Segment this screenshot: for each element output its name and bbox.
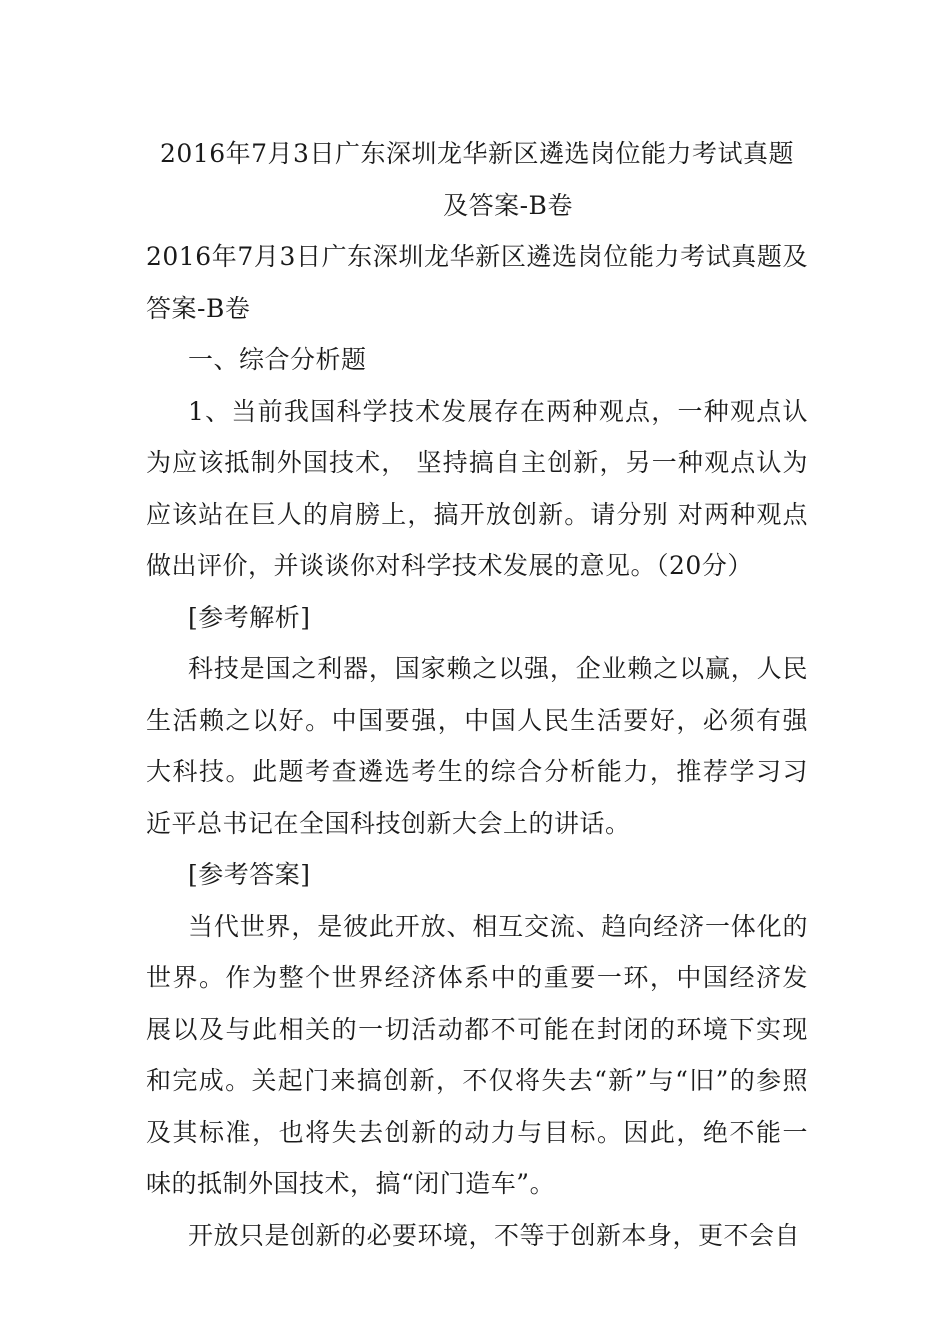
question-text: 1、当前我国科学技术发展存在两种观点，一种观点认为应该抵制外国技术， 坚持搞自主创新，另一种观点认为应该站在巨人的肩膀上，搞开放创新。请分别 对两种观点做出评价，并谈谈你对科学技术发展的意见。（20分） xyxy=(146,396,808,580)
answer-paragraph-1: 当代世界，是彼此开放、相互交流、趋向经济一体化的世界。作为整个世界经济体系中的重要一环，中国经济发展以及与此相关的一切活动都不可能在封闭的环境下实现和完成。关起门来搞创新，不仅将失去“新”与“旧”的参照及其标准，也将失去创新的动力与目标。因此，绝不能一味的抵制外国技术，搞“闭门造车”。 xyxy=(146,911,808,1198)
title-line-2: 及答案-B卷 xyxy=(443,190,573,220)
title-line-1: 2016年7月3日广东深圳龙华新区遴选岗位能力考试真题 xyxy=(160,139,794,168)
document-title xyxy=(146,128,808,231)
answer-label: [参考答案] xyxy=(188,860,311,889)
document-body xyxy=(146,128,808,1261)
analysis-label: [参考解析] xyxy=(188,602,311,632)
analysis-text: 科技是国之利器，国家赖之以强，企业赖之以赢，人民生活赖之以好。中国要强，中国人民生活要好，必须有强大科技。此题考查遴选考生的综合分析能力，推荐学习习近平总书记在全国科技创新大会上的讲话。 xyxy=(146,654,808,838)
answer-paragraph-2: 开放只是创新的必要环境，不等于创新本身，更不会自 xyxy=(188,1220,801,1250)
section-heading: 一、综合分析题 xyxy=(188,345,367,374)
document-subtitle: 2016年7月3日广东深圳龙华新区遴选岗位能力考试真题及答案-B卷 xyxy=(146,242,808,323)
